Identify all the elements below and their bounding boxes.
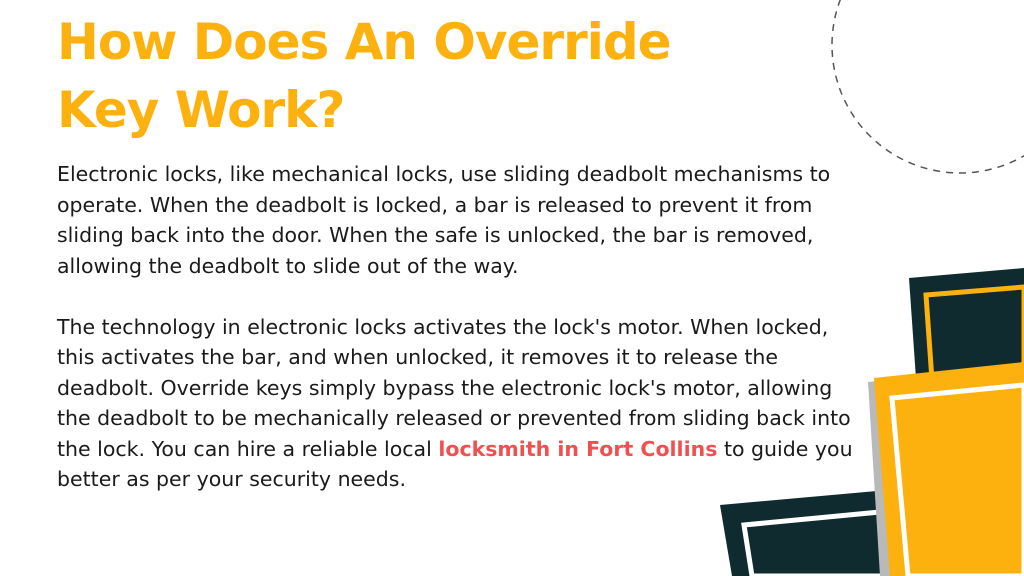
paragraph-2 — [57, 312, 867, 495]
locksmith-link[interactable]: locksmith in Fort Collins — [438, 436, 718, 461]
title-line-1: How Does An Override — [57, 13, 671, 71]
body-text — [57, 159, 867, 495]
dashed-circle-decoration — [832, 0, 1024, 173]
yellow-square-decoration — [868, 362, 1024, 576]
title-line-2: Key Work? — [57, 81, 345, 139]
page-title — [57, 8, 671, 144]
paragraph-2-after-link: to guide you better as per your security needs. — [57, 436, 853, 491]
paragraph-1: Electronic locks, like mechanical locks, use sliding deadbolt mechanisms to operate. When the deadbolt is locked, a bar is released to prevent it from sliding back into the door. When the safe is unlocked, the bar is removed, allowing the deadbolt to slide out of the way. — [57, 162, 831, 278]
paragraph-2-text: The technology in electronic locks activates the lock's motor. When locked, this activates the bar, and when unlocked, it removes it to release the deadbolt. Override keys simply bypass the electronic lock's motor, allowing the deadbolt to be mechanically released or prevented from sliding back into the lock. You can hire a reliable local — [57, 314, 851, 461]
dark-square-lower-decoration — [720, 490, 898, 576]
